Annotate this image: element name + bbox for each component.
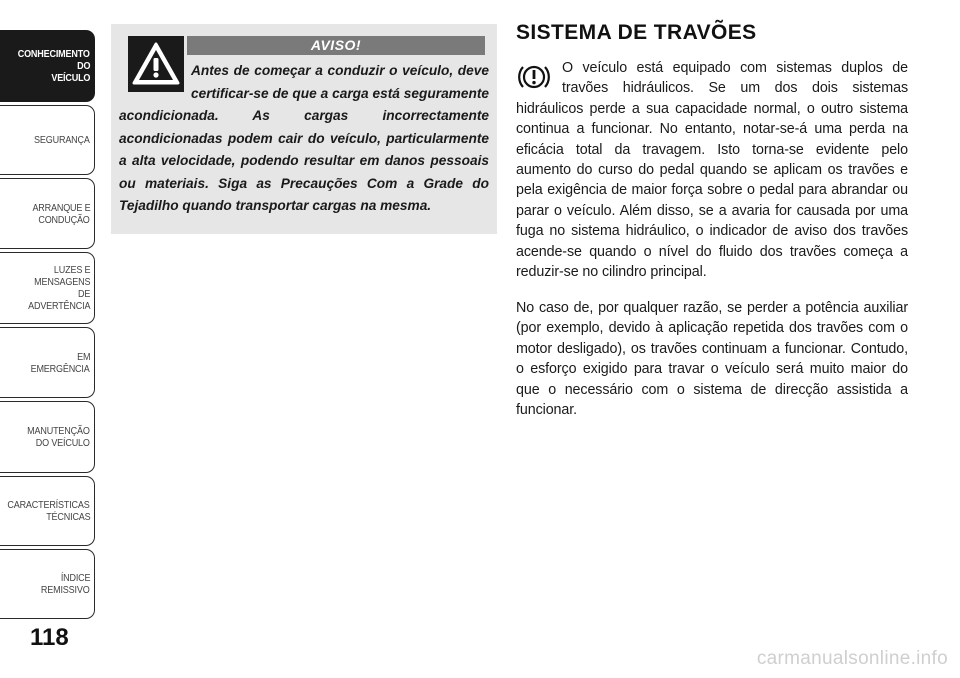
tab-label-line: VEÍCULO [51,72,90,84]
tab-label-line: MENSAGENS [33,276,90,288]
tab-label-line: CONHECIMENTO [17,48,90,60]
section-title: SISTEMA DE TRAVÕES [516,21,757,44]
watermark: carmanualsonline.info [756,648,948,669]
tab-indice-remissivo[interactable] [0,549,95,619]
brakes-paragraph-1: O veículo está equipado com sistemas duplos de travões hidráulicos. Se um dos dois sistemas hidráulicos perde a sua capacidade normal, o outro sistema continua a funcionar. No entanto, notar-se-á uma perda na eficácia total da travagem. Isto torna-se evidente pelo aumento do curso do pedal quando se aplicam os travões e pela exigência de maior força sobre o pedal para abrandar ou parar o veículo. Além disso, se a avaria for causada por uma fuga no sistema hidráulico, o indicador de aviso dos travões acende-se quando o nível do fluido dos travões começa a reduzir-se no cilindro principal. [516,60,908,281]
tab-luzes-e-mensagens[interactable] [0,252,95,324]
tab-seguranca[interactable] [0,105,95,175]
tab-label-line: ARRANQUE E [32,201,90,214]
tab-label-line: LUZES E [53,264,90,276]
tab-label-line: SEGURANÇA [34,134,90,146]
warning-box [111,24,497,234]
tab-label-line: DO VEÍCULO [36,437,90,449]
tab-label-line: CONDUÇÃO [38,213,90,226]
tab-em-emergencia[interactable] [0,327,95,398]
tab-arranque-e-conducao[interactable] [0,178,95,249]
tab-label-line: EMERGÊNCIA [31,362,90,375]
tab-label-line: TÉCNICAS [45,511,90,523]
tab-label-line: CARACTERÍSTICAS [7,499,90,511]
tab-manutencao-do-veiculo[interactable] [0,401,95,473]
tab-label-line: REMISSIVO [41,584,90,596]
tab-caracteristicas-tecnicas[interactable] [0,476,95,546]
tab-label-line: DE [77,288,90,300]
tab-label-line: ÍNDICE [60,572,90,584]
chapter-tabs [0,0,98,678]
tab-label-line: EM [76,350,90,363]
warning-heading: AVISO! [187,36,485,55]
brakes-paragraph-2: No caso de, por qualquer razão, se perder a potência auxiliar (por exemplo, devido à aplicação repetida dos travões com o motor desligado), os travões continuam a funcionar. Contudo, o esforço exigido para travar o veículo será muito maior do que o necessário com o sistema de direcção assistida a funcionar. [516,300,908,419]
tab-label-line: ADVERTÊNCIA [27,300,90,312]
tab-label-line: DO [76,60,90,72]
warning-text: Antes de começar a conduzir o veículo, deve certificar-se de que a carga está seguramente acondicionada. As cargas incorrectamente acondicionadas podem cair do veículo, particularmente a alta velocidade, podendo resultar em danos pessoais ou materiais. Siga as Precauções Com a Grade do Tejadilho quando transportar cargas na mesma. [119,63,489,213]
page-number: 118 [30,624,69,651]
tab-conhecimento-do-veiculo[interactable] [0,30,95,102]
tab-label-line: MANUTENÇÃO [27,425,90,437]
